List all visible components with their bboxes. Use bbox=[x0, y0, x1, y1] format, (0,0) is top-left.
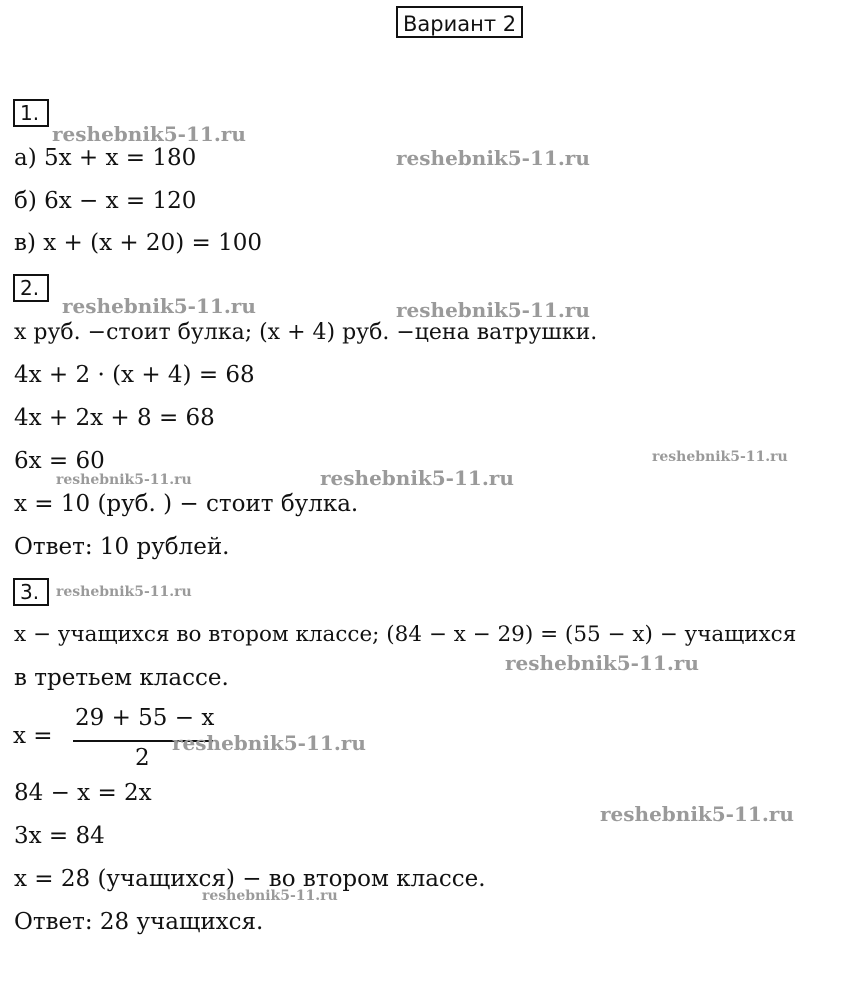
fraction-denominator: 2 bbox=[135, 745, 150, 771]
task-1-line-c: в) x + (x + 20) = 100 bbox=[14, 230, 262, 256]
task-1-line-a: а) 5x + x = 180 bbox=[14, 145, 197, 171]
watermark: reshebnik5-11.ru bbox=[62, 294, 256, 318]
task-3-line-2: в третьем классе. bbox=[14, 665, 229, 691]
task-2-answer: Ответ: 10 рублей. bbox=[14, 534, 230, 560]
watermark: reshebnik5-11.ru bbox=[56, 584, 192, 600]
task-2-line-1: x руб. −стоит булка; (x + 4) руб. −цена ватрушки. bbox=[14, 320, 598, 345]
task-3-line-1: x − учащихся во втором классе; (84 − x − 29) = (55 − x) − учащихся bbox=[14, 622, 797, 647]
watermark: reshebnik5-11.ru bbox=[52, 122, 246, 146]
task-3-line-3: 84 − x = 2x bbox=[14, 780, 152, 806]
task-2-number: 2. bbox=[13, 274, 49, 302]
task-3-line-4: 3x = 84 bbox=[14, 823, 105, 849]
fraction-numerator: 29 + 55 − x bbox=[75, 705, 215, 731]
watermark: reshebnik5-11.ru bbox=[172, 731, 366, 755]
task-2-line-3: 4x + 2x + 8 = 68 bbox=[14, 405, 215, 431]
fraction-lhs: x = bbox=[13, 723, 53, 749]
watermark: reshebnik5-11.ru bbox=[320, 466, 514, 490]
watermark: reshebnik5-11.ru bbox=[202, 888, 338, 904]
task-2-line-4: 6x = 60 bbox=[14, 448, 105, 474]
watermark: reshebnik5-11.ru bbox=[396, 146, 590, 170]
task-1-number: 1. bbox=[13, 99, 49, 127]
watermark: reshebnik5-11.ru bbox=[396, 298, 590, 322]
task-2-line-5: x = 10 (руб. ) − стоит булка. bbox=[14, 491, 359, 517]
watermark: reshebnik5-11.ru bbox=[652, 449, 788, 465]
watermark: reshebnik5-11.ru bbox=[56, 472, 192, 488]
task-2-line-2: 4x + 2 · (x + 4) = 68 bbox=[14, 362, 255, 388]
task-3-answer: Ответ: 28 учащихся. bbox=[14, 909, 264, 935]
watermark: reshebnik5-11.ru bbox=[600, 802, 794, 826]
watermark: reshebnik5-11.ru bbox=[505, 651, 699, 675]
task-1-line-b: б) 6x − x = 120 bbox=[14, 188, 197, 214]
page-title: Вариант 2 bbox=[396, 6, 523, 38]
task-3-line-5: x = 28 (учащихся) − во втором классе. bbox=[14, 866, 486, 892]
task-3-number: 3. bbox=[13, 578, 49, 606]
